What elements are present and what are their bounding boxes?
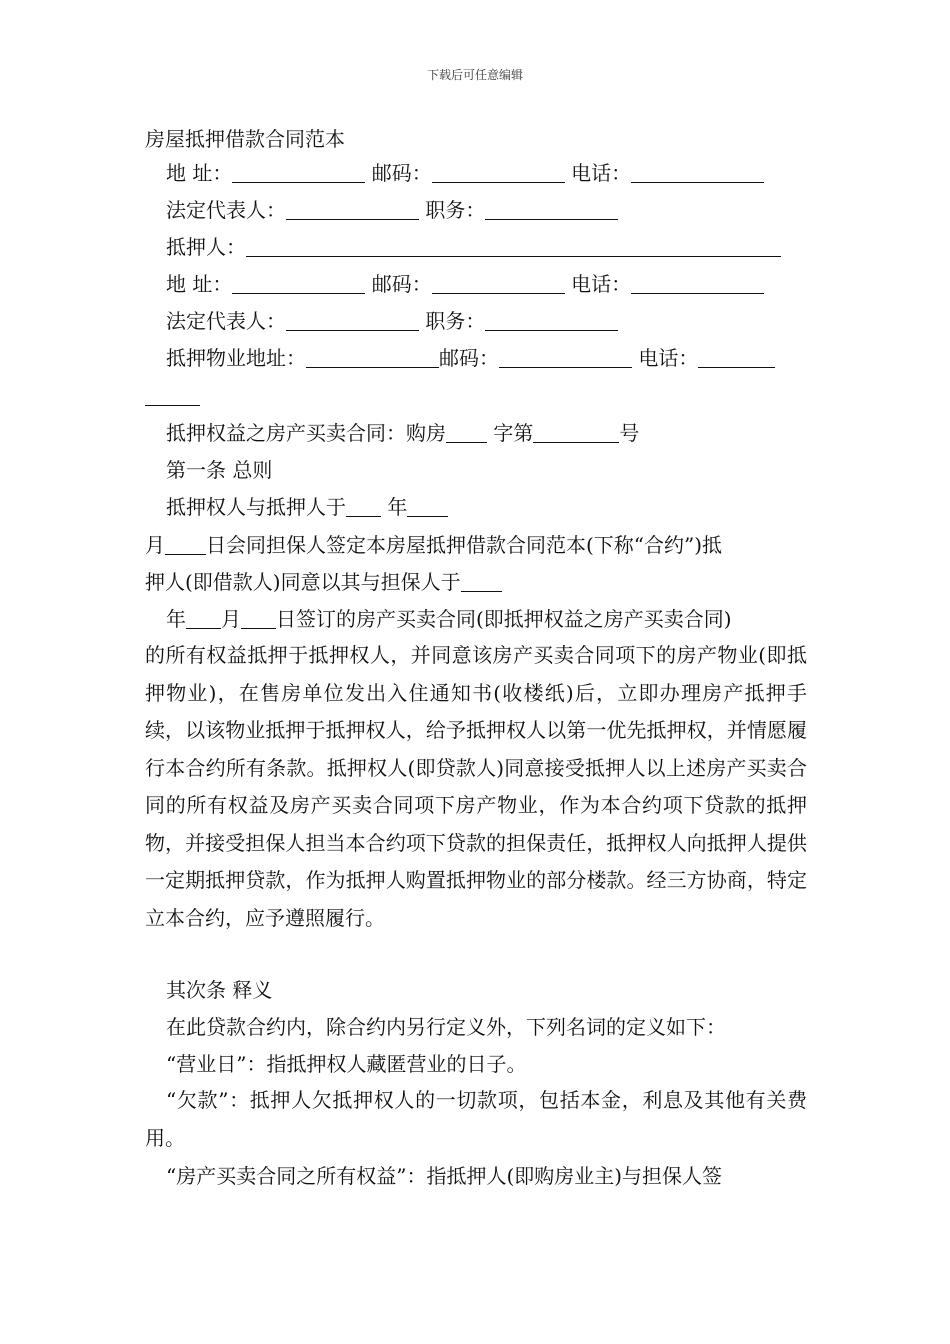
property-address-label: 抵押物业地址： xyxy=(166,346,306,370)
legal-rep-blank xyxy=(286,199,419,220)
address-blank xyxy=(232,273,365,294)
position-label: 职务： xyxy=(425,198,486,222)
article1-line1 xyxy=(166,495,448,519)
definition-business-day: “营业日”：指抵押权人藏匿营业的日子。 xyxy=(166,1052,527,1076)
postcode-label: 邮码： xyxy=(371,272,432,296)
contract-prefix-blank xyxy=(446,422,487,443)
postcode-label: 邮码： xyxy=(371,161,432,185)
article1-text: 日会同担保人签定本房屋抵押借款合同范本(下称“合约”)抵 xyxy=(206,533,723,557)
party2-contact-row xyxy=(166,272,764,296)
legal-rep-label: 法定代表人： xyxy=(166,198,286,222)
property-address-blank xyxy=(306,347,439,368)
article1-text: 抵押权人与抵押人于 xyxy=(166,495,346,519)
day-blank xyxy=(165,534,206,555)
article1-body: 的所有权益抵押于抵押权人，并同意该房产买卖合同项下的房产物业(即抵押物业)，在售房单位发出入住通知书(收楼纸)后，立即办理房产抵押手续，以该物业抵押于抵押权人，给予抵押权人以第一优先抵押权，并情愿履行本合约所有条款。抵押权人(即贷款人)同意接受抵押人以上述房产买卖合同的所有权益及房产买卖合同项下房产物业，作为本合约项下贷款的抵押物，并接受担保人担当本合约项下贷款的担保责任，抵押权人向抵押人提供一定期抵押贷款，作为抵押人购置抵押物业的部分楼款。经三方协商，特定立本合约，应予遵照履行。 xyxy=(145,643,807,930)
year-label: 年 xyxy=(166,607,186,631)
month-blank xyxy=(186,608,221,629)
phone-label: 电话： xyxy=(571,161,632,185)
phone-blank xyxy=(698,347,775,368)
mortgagor-label: 抵押人： xyxy=(166,235,246,259)
party1-contact-row xyxy=(166,161,764,185)
party2-rep-row xyxy=(166,309,618,333)
mortgagor-blank xyxy=(246,236,781,257)
month-label: 月 xyxy=(145,533,165,557)
month-label: 月 xyxy=(221,607,241,631)
mortgagor-row xyxy=(166,235,781,259)
postcode-blank xyxy=(499,347,632,368)
sale-contract-label: 抵押权益之房产买卖合同：购房 xyxy=(166,421,446,445)
document-title: 房屋抵押借款合同范本 xyxy=(145,127,345,151)
article1-text: 押人(即借款人)同意以其与担保人于 xyxy=(145,570,461,594)
definition-contract-rights: “房产买卖合同之所有权益”：指抵押人(即购房业主)与担保人签 xyxy=(166,1164,723,1188)
year-label: 年 xyxy=(387,495,408,519)
address-label: 地 址： xyxy=(166,272,233,296)
hao-label: 号 xyxy=(619,421,640,445)
legal-rep-label: 法定代表人： xyxy=(166,309,286,333)
definition-debt: “欠款”：抵押人欠抵押权人的一切款项，包括本金，利息及其他有关费用。 xyxy=(145,1088,807,1150)
position-label: 职务： xyxy=(425,309,486,333)
day-blank xyxy=(241,608,276,629)
article1-line3 xyxy=(145,570,502,594)
postcode-label: 邮码： xyxy=(439,346,499,370)
phone-blank-cont xyxy=(145,385,200,406)
article2-intro: 在此贷款合约内，除合约内另行定义外，下列名词的定义如下： xyxy=(166,1015,726,1039)
address-blank xyxy=(232,162,365,183)
zi-di-label: 字第 xyxy=(493,421,534,445)
phone-label: 电话： xyxy=(638,346,699,370)
phone-blank xyxy=(631,162,764,183)
phone-blank xyxy=(631,273,764,294)
position-blank xyxy=(485,310,618,331)
article2-heading: 其次条 释义 xyxy=(166,978,273,1002)
address-label: 地 址： xyxy=(166,161,233,185)
article1-line2 xyxy=(145,533,722,557)
page-header: 下载后可任意编辑 xyxy=(426,68,523,82)
legal-rep-blank xyxy=(286,310,419,331)
year-blank xyxy=(461,571,502,592)
contract-number-blank xyxy=(533,422,619,443)
sale-contract-row xyxy=(166,421,639,445)
property-address-row xyxy=(166,346,775,370)
party1-rep-row xyxy=(166,198,618,222)
phone-blank-continuation xyxy=(145,384,200,408)
year-blank xyxy=(346,496,381,517)
article1-line4 xyxy=(166,607,732,631)
article1-text: 日签订的房产买卖合同(即抵押权益之房产买卖合同) xyxy=(276,607,732,631)
position-blank xyxy=(485,199,618,220)
month-blank xyxy=(407,496,448,517)
article1-heading: 第一条 总则 xyxy=(166,458,273,482)
phone-label: 电话： xyxy=(571,272,632,296)
postcode-blank xyxy=(432,273,565,294)
postcode-blank xyxy=(432,162,565,183)
